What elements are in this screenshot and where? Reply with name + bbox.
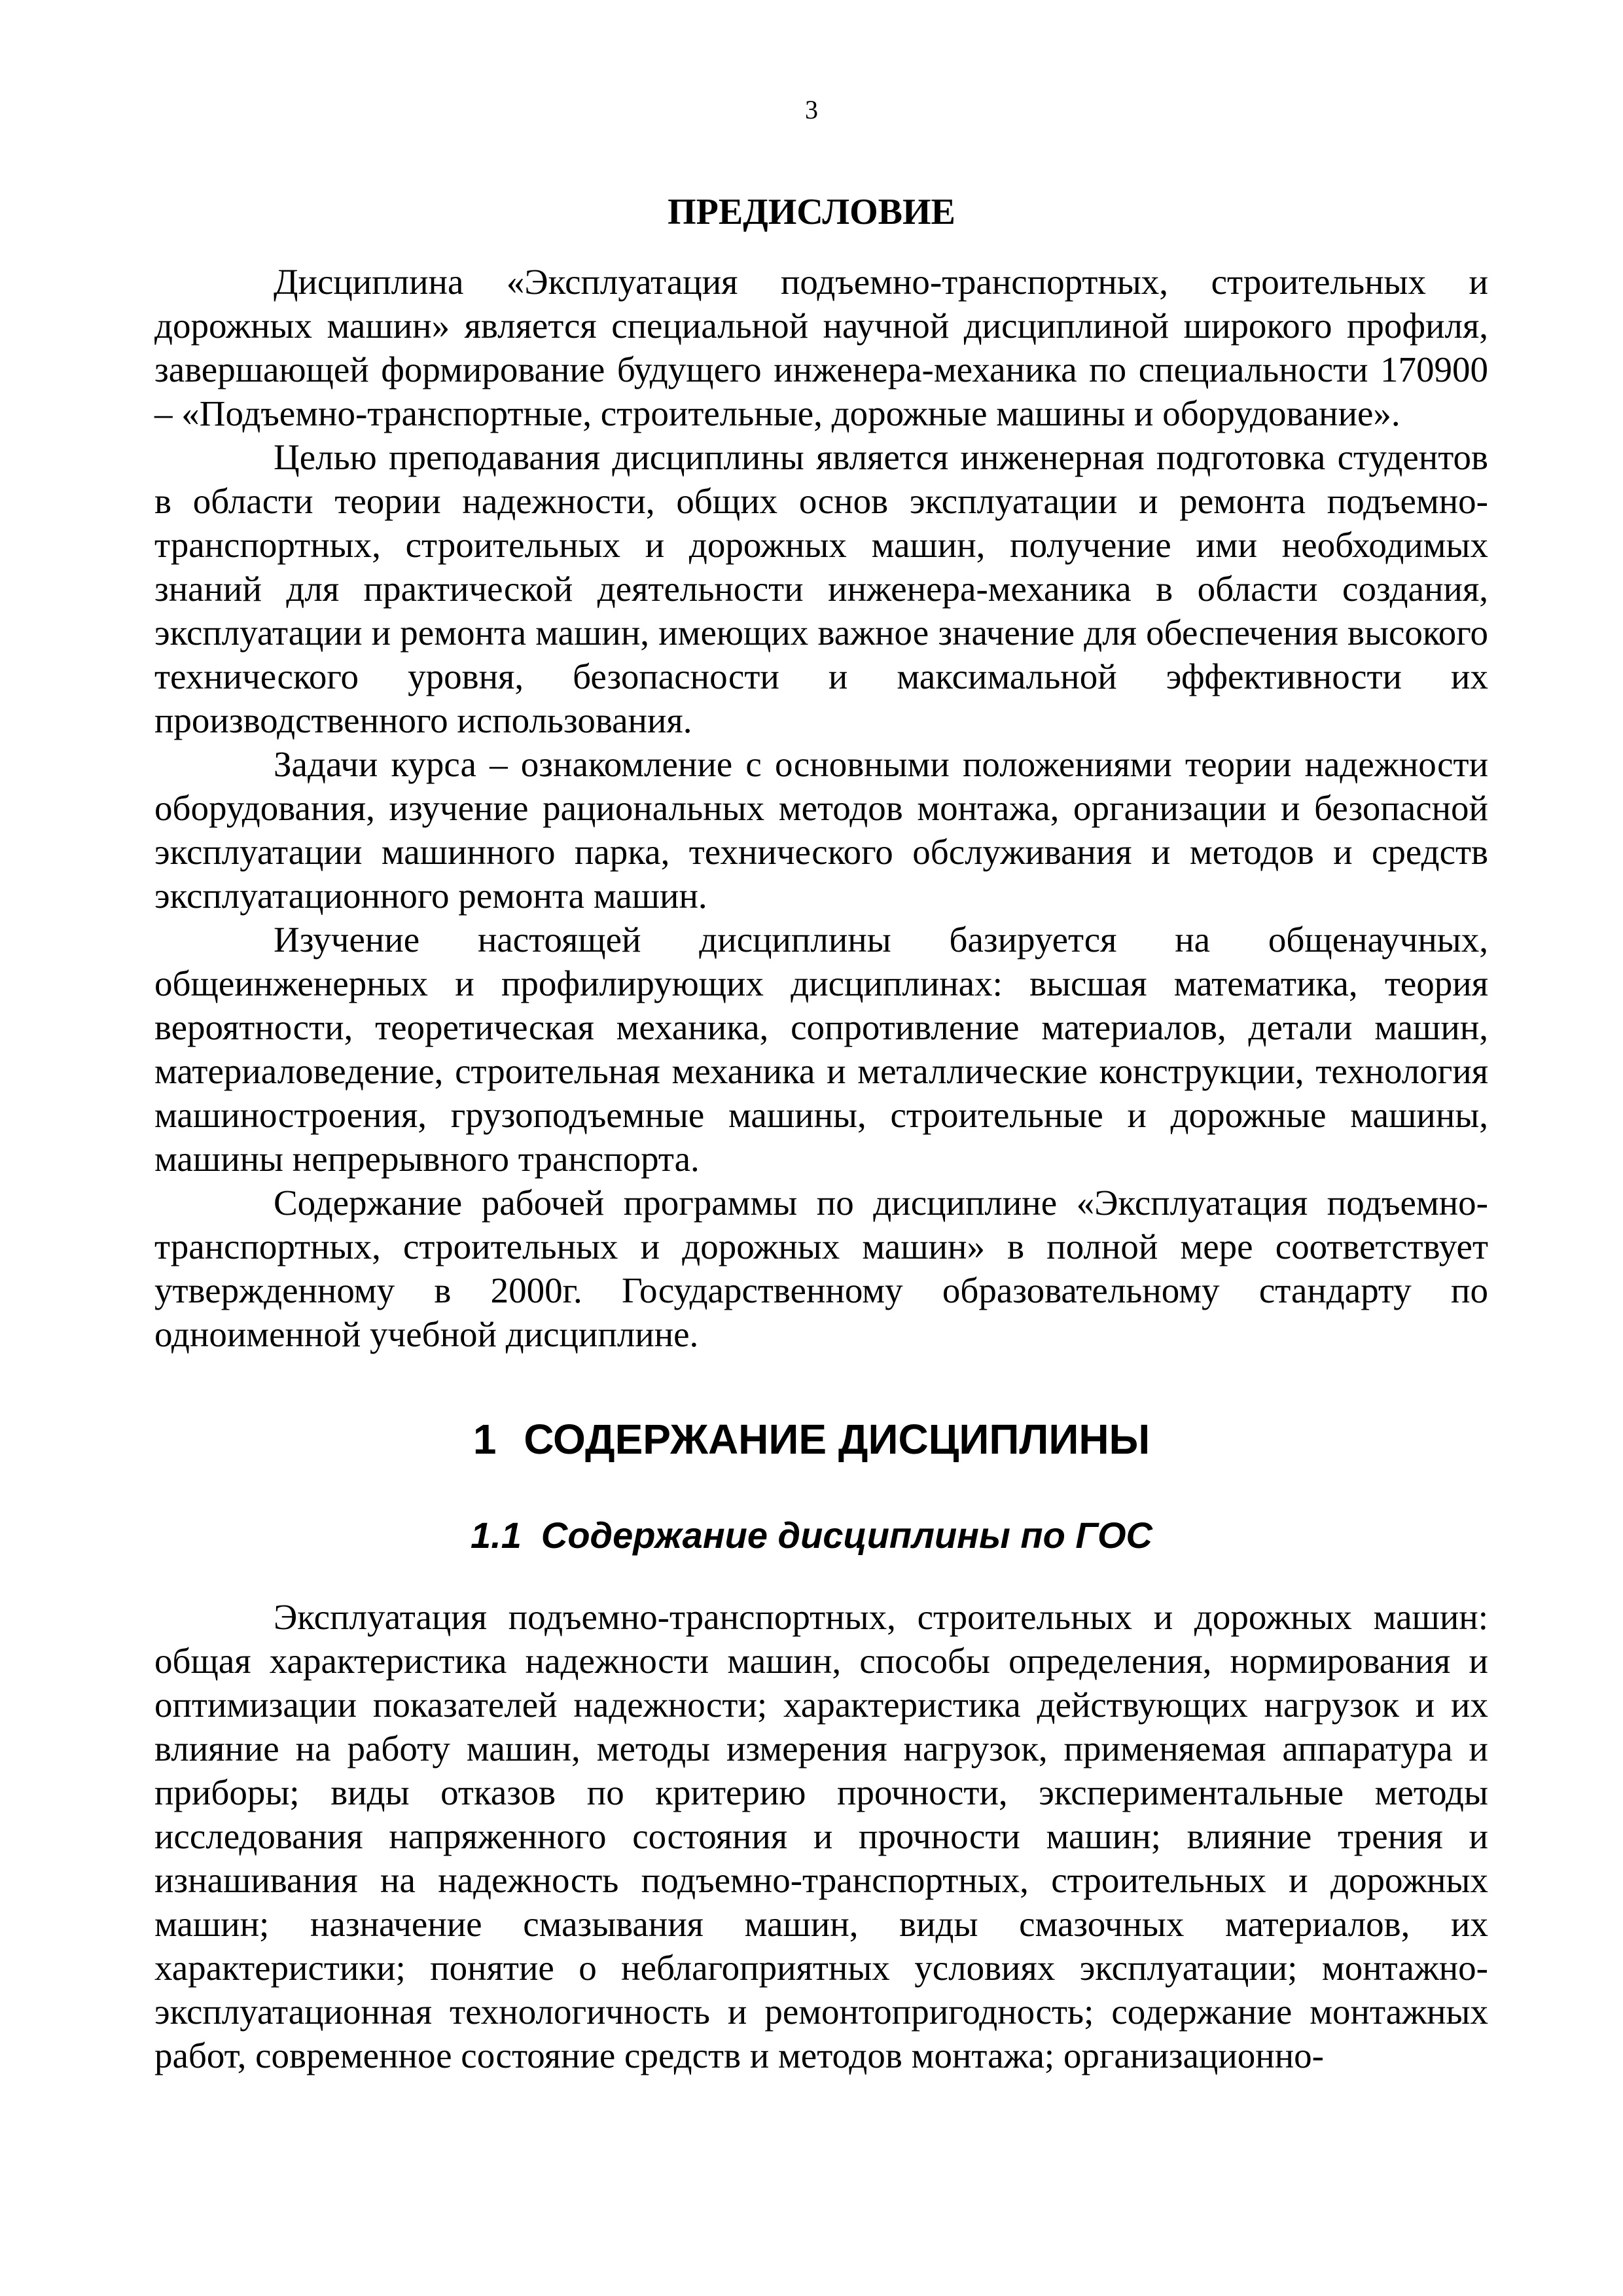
section-title: Содержание дисциплины по ГОС <box>541 1515 1152 1556</box>
preface-paragraph: Дисциплина «Эксплуатация подъемно-транспортных, строительных и дорожных машин» является специальной научной дисциплиной широкого профиля, завершающей формирование будущего инженера-механика по специальности 170900 – «Подъемно-транспортные, строительные, дорожные машины и оборудование». <box>154 262 1488 433</box>
chapter-title: СОДЕРЖАНИЕ ДИСЦИПЛИНЫ <box>524 1416 1150 1463</box>
page-number: 3 <box>805 95 818 124</box>
preface-paragraph: Изучение настоящей дисциплины базируется на общенаучных, общеинженерных и профилирующих дисциплинах: высшая математика, теория вероятности, теоретическая механика, сопротивление материалов, детали машин, материаловедение, строительная механика и металлические конструкции, технология машиностроения, грузоподъемные машины, строительные и дорожные машины, машины непрерывного транспорта. <box>154 920 1488 1179</box>
section-paragraph: Эксплуатация подъемно-транспортных, строительных и дорожных машин: общая характеристика надежности машин, способы определения, нормирования и оптимизации показателей надежности; характеристика действующих нагрузок и их влияние на работу машин, методы измерения нагрузок, применяемая аппаратура и приборы; виды отказов по критерию прочности, экспериментальные методы исследования напряженного состояния и прочности машин; влияние трения и изнашивания на надежность подъемно-транспортных, строительных и дорожных машин; назначение смазывания машин, виды смазочных материалов, их характеристики; понятие о неблагоприятных условиях эксплуатации; монтажно-эксплуатационная технологичность и ремонтопригодность; содержание монтажных работ, современное состояние средств и методов монтажа; организационно- <box>154 1597 1488 2075</box>
section-body <box>154 1595 1488 2077</box>
preface-paragraph: Задачи курса – ознакомление с основными положениями теории надежности оборудования, изучение рациональных методов монтажа, организации и безопасной эксплуатации машинного парка, технического обслуживания и методов и средств эксплуатационного ремонта машин. <box>154 744 1488 916</box>
preface-body <box>154 260 1488 1356</box>
section-number: 1.1 <box>471 1515 522 1556</box>
preface-title: ПРЕДИСЛОВИЕ <box>668 192 955 232</box>
chapter-heading <box>0 1416 1623 1463</box>
section-heading <box>0 1517 1623 1554</box>
chapter-number: 1 <box>473 1416 497 1463</box>
preface-paragraph: Содержание рабочей программы по дисциплине «Эксплуатация подъемно-транспортных, строительных и дорожных машин» в полной мере соответствует утвержденному в 2000г. Государственному образовательному стандарту по одноименной учебной дисциплине. <box>154 1183 1488 1354</box>
preface-paragraph: Целью преподавания дисциплины является инженерная подготовка студентов в области теории надежности, общих основ эксплуатации и ремонта подъемно-транспортных, строительных и дорожных машин, получение ими необходимых знаний для практической деятельности инженера-механика в области создания, эксплуатации и ремонта машин, имеющих важное значение для обеспечения высокого технического уровня, безопасности и максимальной эффективности их производственного использования. <box>154 437 1488 740</box>
